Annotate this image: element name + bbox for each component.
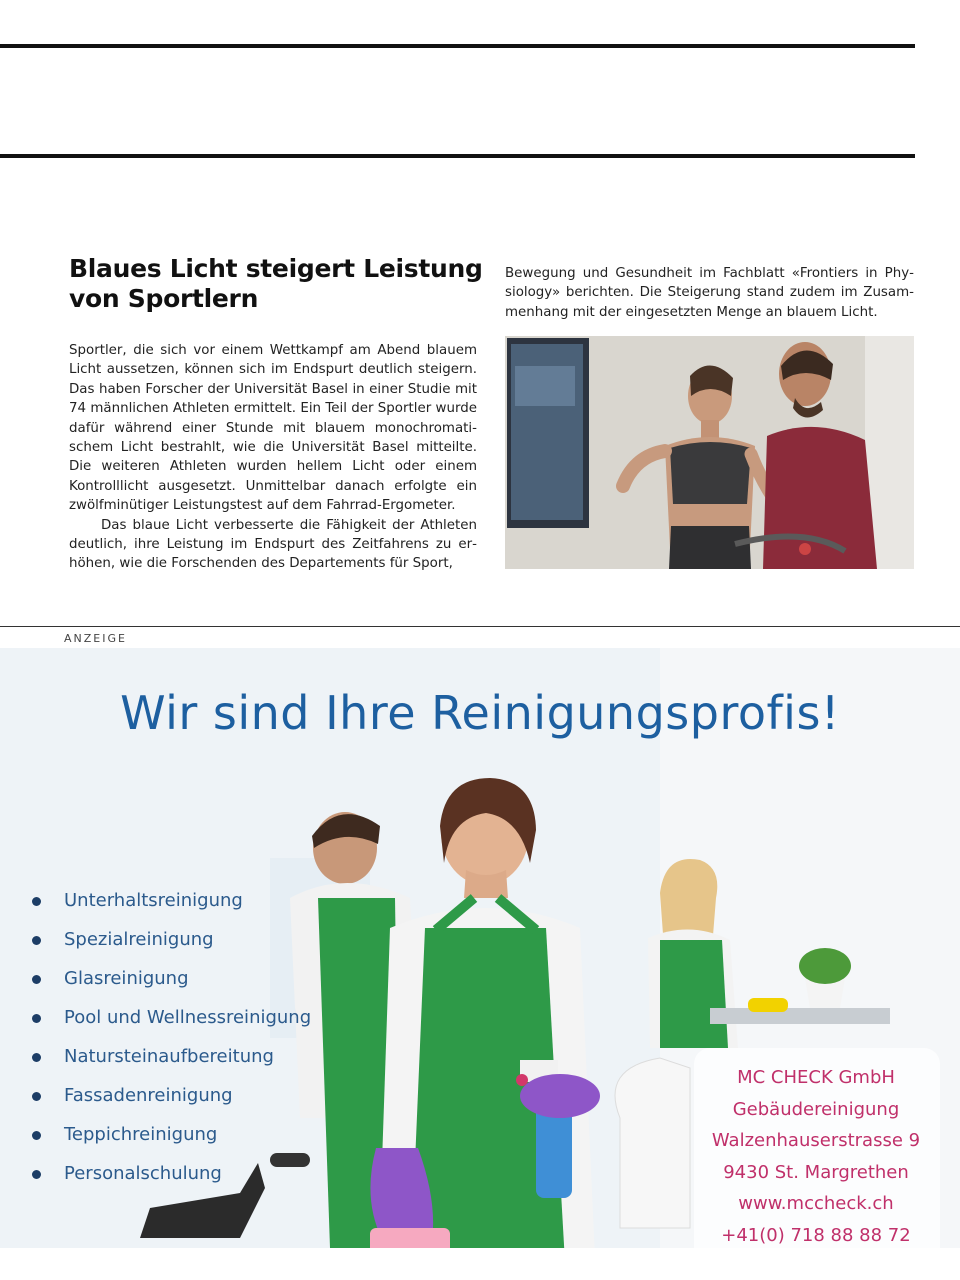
article-headline: Blaues Licht steigert Leistung von Sportlern [69,254,483,313]
bullet-icon [32,1092,41,1101]
article-paragraph: Das blaue Licht verbesserte die Fähigkeit der Athleten deutlich, ihre Leistung im Endspurt des Zeitfahrens zu erhöhen, wie die Forschenden des Departements für Sport, [69,517,477,572]
top-rule [0,44,915,48]
article-column-right: Bewegung und Gesundheit im Fachblatt «Frontiers in Physiology» berichten. Die Steigerung stand zudem im Zusammenhang mit der eingesetzten Menge an blauem Licht. [505,266,914,320]
list-item: Pool und Wellnessreinigung [30,1003,311,1042]
bullet-icon [32,1170,41,1179]
company-name: MC CHECK GmbH [737,1067,895,1088]
ad-divider [0,626,960,627]
article-column-left [69,341,477,574]
bullet-icon [32,897,41,906]
phone-number[interactable]: +41(0) 718 88 88 72 [721,1224,911,1246]
website-link[interactable]: www.mccheck.ch [738,1193,894,1214]
bullet-icon [32,936,41,945]
bullet-icon [32,1131,41,1140]
list-item: Natursteinaufbereitung [30,1042,311,1081]
contact-info [696,1062,936,1251]
services-list [30,886,311,1198]
lab-photo [505,336,914,569]
bullet-icon [32,975,41,984]
list-item: Fassadenreinigung [30,1081,311,1120]
section-rule [0,154,915,158]
list-item: Unterhaltsreinigung [30,886,311,925]
list-item: Teppichreinigung [30,1120,311,1159]
ad-label: ANZEIGE [64,632,127,645]
bullet-icon [32,1053,41,1062]
ad-headline: Wir sind Ihre Reinigungsprofis! [120,686,840,740]
list-item: Personalschulung [30,1159,311,1198]
cleaning-advertisement [0,648,960,1280]
list-item: Spezialreinigung [30,925,311,964]
article-paragraph: Sportler, die sich vor einem Wettkampf am Abend blauem Licht aussetzen, können sich im Endspurt deutlich steigern. Das haben Forscher der Universität Basel in einer Studie mit 74 männlichen Athleten ermittelt. Ein Teil der Sportler wurde dafür während einer Stunde mit blauem monochromatischem Licht bestrahlt, wie die Universität Basel mitteilte. Die weiteren Athleten wurden hellem Licht oder einem Kontrolllicht ausgesetzt. Unmittelbar danach erfolgte ein zwölfminütiger Leistungstest auf dem Fahrrad-Ergometer. [69,343,477,514]
street-address: Walzenhauserstrasse 9 [711,1130,921,1151]
city-address: 9430 St. Margrethen [723,1161,909,1183]
company-type: Gebäudereinigung [732,1098,900,1120]
list-item: Glasreinigung [30,964,311,1003]
bullet-icon [32,1014,41,1023]
